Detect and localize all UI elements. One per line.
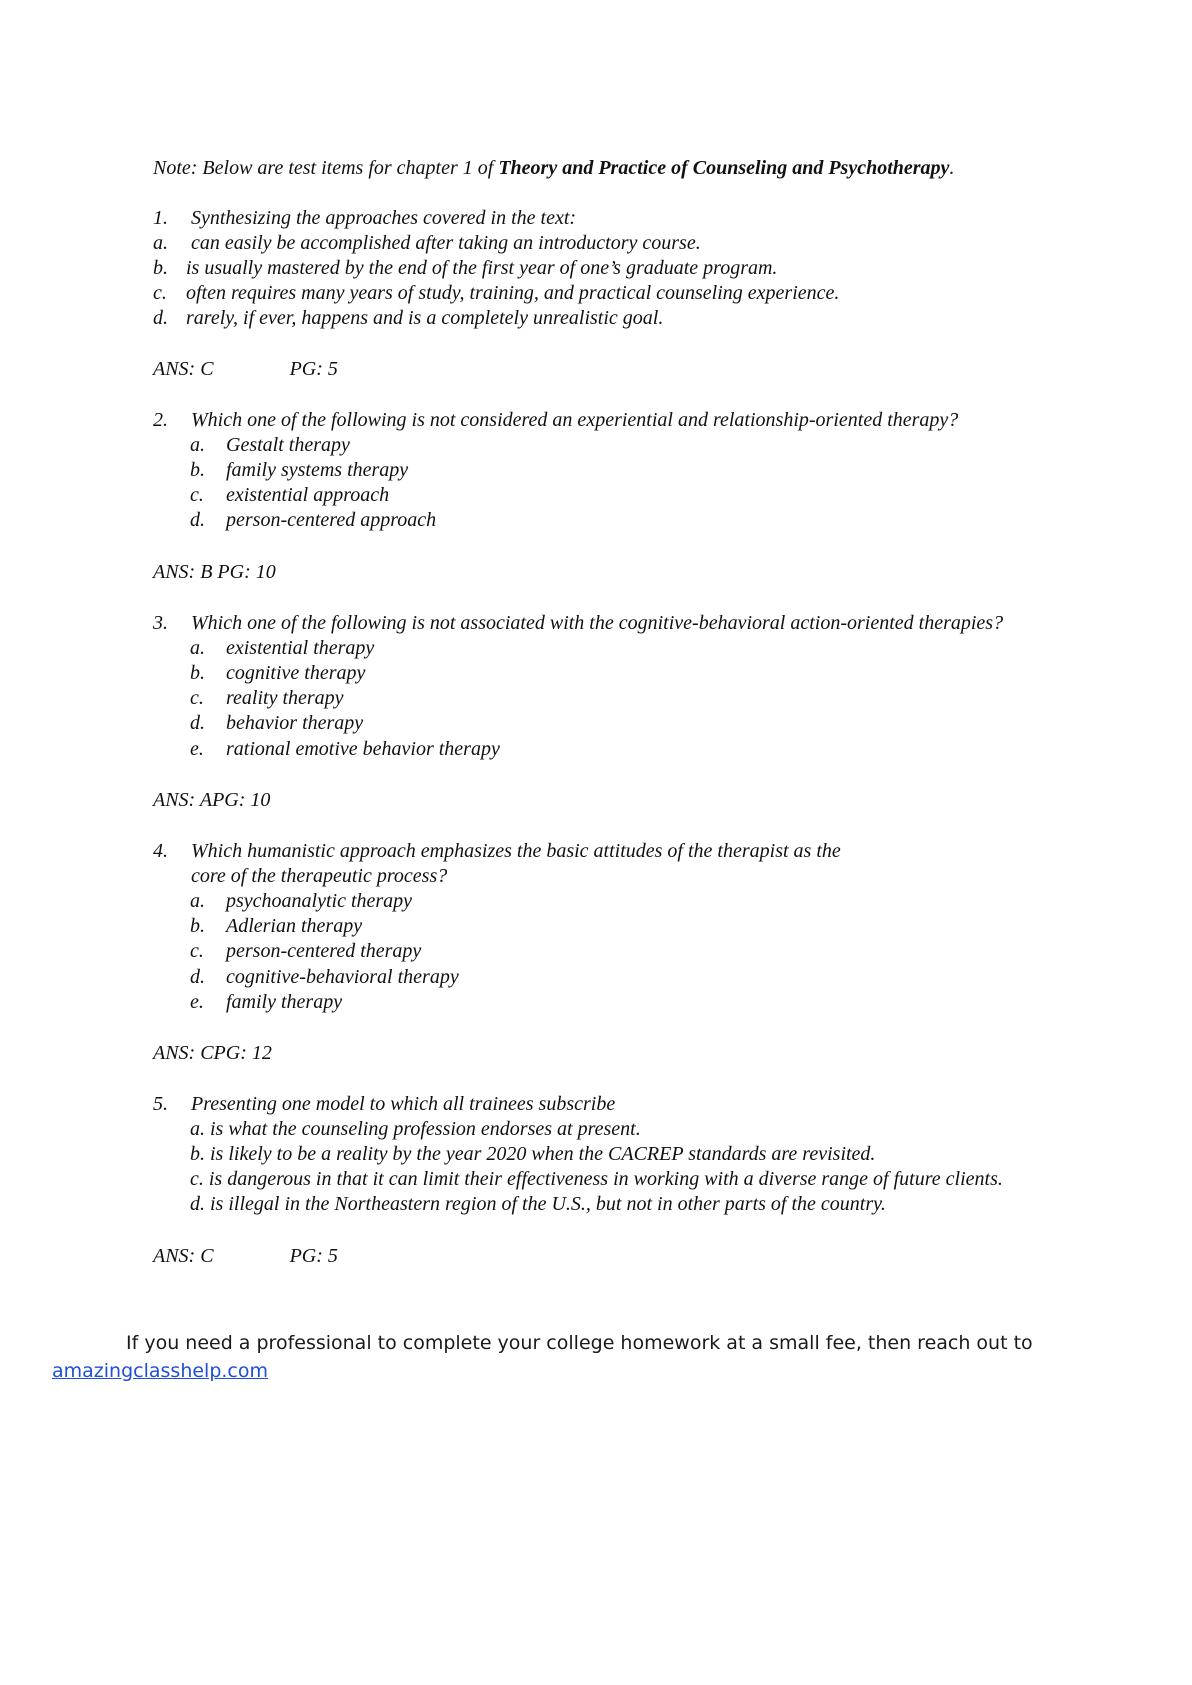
- question-2-option-b: [190, 458, 408, 483]
- question-text: Which one of the following is not associated with the cognitive-behavioral action-oriented therapies?: [191, 612, 1004, 634]
- question-4-option-b: [190, 914, 362, 939]
- question-1-stem: [153, 206, 576, 231]
- option-text: can easily be accomplished after taking an introductory course.: [191, 232, 701, 254]
- option-text: cognitive-behavioral therapy: [226, 966, 459, 988]
- option-letter: c.: [190, 687, 204, 709]
- option-text: is usually mastered by the end of the first year of one’s graduate program.: [186, 257, 778, 279]
- question-number: 3.: [153, 612, 168, 634]
- option-letter: a.: [190, 434, 205, 456]
- option-letter: d.: [190, 509, 205, 531]
- note-prefix: Note: Below are test items for chapter 1 of: [153, 157, 499, 179]
- question-number: 1.: [153, 207, 168, 229]
- note-suffix: .: [949, 157, 955, 179]
- question-3-option-b: [190, 661, 365, 686]
- question-5-option-d: d. is illegal in the Northeastern region of the U.S., but not in other parts of the country.: [190, 1193, 886, 1215]
- question-number: 2.: [153, 409, 168, 431]
- option-text: person-centered therapy: [226, 940, 422, 962]
- question-1-option-d: [153, 306, 663, 331]
- option-letter: b.: [153, 257, 168, 279]
- option-text: existential therapy: [226, 637, 375, 659]
- option-letter: b.: [190, 915, 205, 937]
- option-letter: c.: [153, 282, 167, 304]
- option-letter: d.: [153, 307, 168, 329]
- option-letter: b.: [190, 662, 205, 684]
- question-4-option-d: [190, 965, 459, 990]
- option-text: Gestalt therapy: [226, 434, 350, 456]
- option-text: family systems therapy: [226, 459, 409, 481]
- footer-text: If you need a professional to complete your college homework at a small fee, then reach out to: [126, 1332, 1033, 1354]
- question-number: 4.: [153, 840, 168, 862]
- question-text: Synthesizing the approaches covered in the text:: [191, 207, 577, 229]
- option-text: often requires many years of study, training, and practical counseling experience.: [186, 282, 840, 304]
- question-5-option-c: c. is dangerous in that it can limit their effectiveness in working with a diverse range of future clients.: [190, 1168, 1003, 1190]
- question-3-option-c: [190, 686, 344, 711]
- question-text: Which humanistic approach emphasizes the basic attitudes of the therapist as the: [191, 840, 841, 862]
- option-letter: a.: [190, 637, 205, 659]
- question-3-stem: [153, 611, 1003, 636]
- option-letter: b.: [190, 459, 205, 481]
- option-text: person-centered approach: [226, 509, 437, 531]
- question-number: 5.: [153, 1093, 168, 1115]
- question-4-option-e: [190, 990, 342, 1015]
- question-1-option-c: [153, 281, 839, 306]
- option-letter: d.: [190, 966, 205, 988]
- question-text: Which one of the following is not considered an experiential and relationship-oriented therapy?: [191, 409, 959, 431]
- answer-label: ANS: C: [153, 358, 214, 380]
- intro-note: [153, 156, 954, 181]
- option-letter: c.: [190, 940, 204, 962]
- option-text: Adlerian therapy: [226, 915, 363, 937]
- option-text: behavior therapy: [226, 712, 364, 734]
- option-text: cognitive therapy: [226, 662, 366, 684]
- answer-label: ANS: C: [153, 1245, 214, 1267]
- footer-link[interactable]: amazingclasshelp.com: [52, 1360, 269, 1382]
- question-3-option-a: [190, 636, 374, 661]
- question-2-option-c: [190, 483, 389, 508]
- question-1-option-a: [153, 231, 701, 256]
- question-5-option-a: a. is what the counseling profession endorses at present.: [190, 1118, 641, 1140]
- option-text: rational emotive behavior therapy: [226, 738, 500, 760]
- page-reference: PG: 5: [289, 1245, 338, 1267]
- option-letter: e.: [190, 991, 204, 1013]
- question-4-answer: ANS: CPG: 12: [153, 1042, 272, 1064]
- option-letter: e.: [190, 738, 204, 760]
- option-letter: d.: [190, 712, 205, 734]
- question-2-option-d: [190, 508, 436, 533]
- option-text: rarely, if ever, happens and is a completely unrealistic goal.: [186, 307, 664, 329]
- question-3-option-e: [190, 737, 500, 762]
- question-3-option-d: [190, 711, 363, 736]
- page-reference: PG: 5: [289, 358, 338, 380]
- question-4-option-a: [190, 889, 412, 914]
- book-title: Theory and Practice of Counseling and Psychotherapy: [498, 157, 950, 179]
- option-letter: a.: [153, 232, 168, 254]
- question-3-answer: ANS: APG: 10: [153, 789, 271, 811]
- question-2-option-a: [190, 433, 350, 458]
- question-4-option-c: [190, 939, 421, 964]
- question-2-answer: ANS: B PG: 10: [153, 561, 276, 583]
- question-1-answer: [153, 357, 338, 382]
- question-1-option-b: [153, 256, 777, 281]
- option-text: existential approach: [226, 484, 390, 506]
- question-5-option-b: b. is likely to be a reality by the year 2020 when the CACREP standards are revisited.: [190, 1143, 876, 1165]
- option-letter: a.: [190, 890, 205, 912]
- option-text: psychoanalytic therapy: [226, 890, 413, 912]
- question-5-answer: [153, 1244, 338, 1269]
- question-5-stem: [153, 1092, 615, 1117]
- question-4-stem-line2: core of the therapeutic process?: [191, 865, 448, 887]
- question-4-stem-line1: [153, 839, 841, 864]
- option-text: reality therapy: [226, 687, 344, 709]
- option-letter: c.: [190, 484, 204, 506]
- question-text: Presenting one model to which all trainees subscribe: [191, 1093, 616, 1115]
- option-text: family therapy: [226, 991, 343, 1013]
- question-2-stem: [153, 408, 958, 433]
